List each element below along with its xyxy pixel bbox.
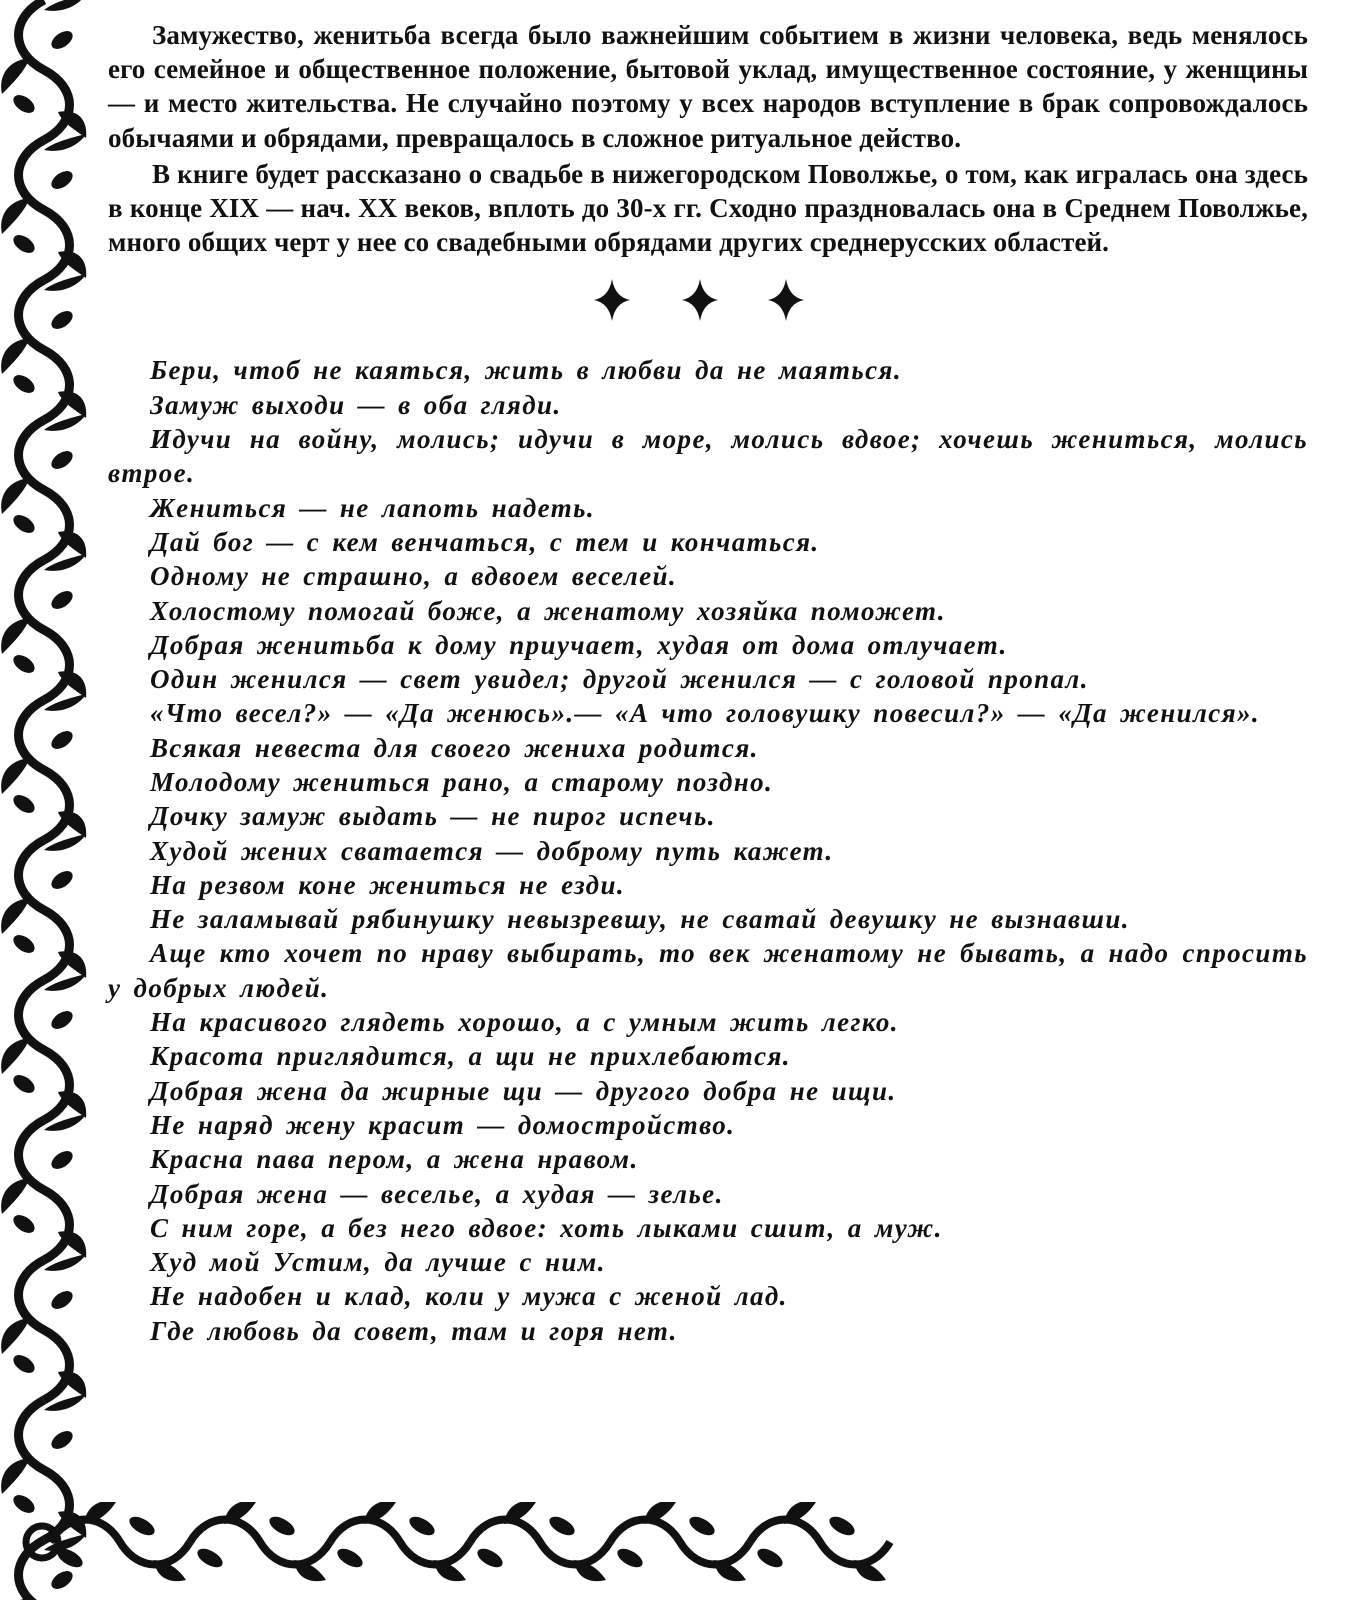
introduction: [108, 18, 1308, 259]
intro-paragraph: Замужество, женитьба всегда было важнейшим событием в жизни человека, ведь менялось его семейное и общественное положение, бытовой уклад, имущественное состояние, у женщины — и место жительства. Не случайно поэтому у всех народов вступление в брак сопровождалось обычаями и обрядами, превращалось в сложное ритуальное действо.: [108, 20, 1308, 153]
intro-paragraph: В книге будет рассказано о свадьбе в нижегородском Поволжье, о том, как игралась она здесь в конце XIX — нач. XX веков, вплоть до 30-х гг. Сходно праздновалась она в Среднем Поволжье, много общих черт у нее со свадебными обрядами других среднерусских областей.: [108, 158, 1308, 258]
proverbs-list: [108, 353, 1308, 1348]
bottom-vine-ornament-icon: [20, 1502, 900, 1582]
proverb: Дай бог — с кем венчаться, с тем и кончаться.: [150, 526, 820, 557]
proverb: Добрая жена — веселье, а худая — зелье.: [150, 1178, 724, 1209]
proverb: Худой жених сватается — доброму путь кажет.: [150, 835, 834, 866]
proverb: Не наряд жену красит — домостройство.: [150, 1109, 736, 1140]
proverb: «Что весел?» — «Да женюсь».— «А что головушку повесил?» — «Да женился».: [150, 698, 1261, 729]
four-point-star-icon: [682, 279, 718, 321]
left-vine-ornament-icon: [0, 0, 88, 1600]
proverb: Худ мой Устим, да лучше с ним.: [150, 1247, 606, 1278]
proverb: Всякая невеста для своего жениха родится.: [150, 732, 759, 763]
proverb: На резвом коне жениться не езди.: [150, 869, 626, 900]
proverb: С ним горе, а без него вдвое: хоть лыками сшит, а муж.: [150, 1212, 943, 1243]
proverb: Не заламывай рябинушку невызревшу, не сватай девушку не вызнавши.: [150, 904, 1130, 935]
four-point-star-icon: [768, 279, 804, 321]
proverb: Аще кто хочет по нраву выбирать, то век женатому не бывать, а надо спросить у добрых людей.: [108, 938, 1308, 1003]
proverb: Добрая жена да жирные щи — другого добра не ищи.: [150, 1075, 897, 1106]
proverb: Один женился — свет увидел; другой женился — с головой пропал.: [150, 664, 1089, 695]
proverb: Не надобен и клад, коли у мужа с женой лад.: [150, 1281, 788, 1312]
proverb: Бери, чтоб не каяться, жить в любви да не маяться.: [150, 355, 902, 386]
proverb: Красота приглядится, а щи не прихлебаются.: [150, 1041, 791, 1072]
proverb: Красна пава пером, а жена нравом.: [150, 1144, 639, 1175]
proverb: Молодому жениться рано, а старому поздно.: [150, 766, 774, 797]
proverb: Дочку замуж выдать — не пирог испечь.: [150, 801, 716, 832]
proverb: Добрая женитьба к дому приучает, худая от дома отлучает.: [150, 629, 1008, 660]
proverb: Идучи на войну, молись; идучи в море, молись вдвое; хочешь жениться, молись втрое.: [108, 424, 1308, 489]
proverb: Где любовь да совет, там и горя нет.: [150, 1315, 678, 1346]
section-divider: [108, 275, 1308, 345]
proverb: Жениться — не лапоть надеть.: [150, 492, 595, 523]
star-divider-icon: [590, 275, 810, 325]
four-point-star-icon: [594, 279, 630, 321]
proverb: На красивого глядеть хорошо, а с умным жить легко.: [150, 1007, 899, 1038]
proverb: Замуж выходи — в оба гляди.: [150, 389, 562, 420]
text-column: [108, 18, 1308, 1348]
proverb: Одному не страшно, а вдвоем веселей.: [150, 561, 678, 592]
proverb: Холостому помогай боже, а женатому хозяйка поможет.: [150, 595, 946, 626]
